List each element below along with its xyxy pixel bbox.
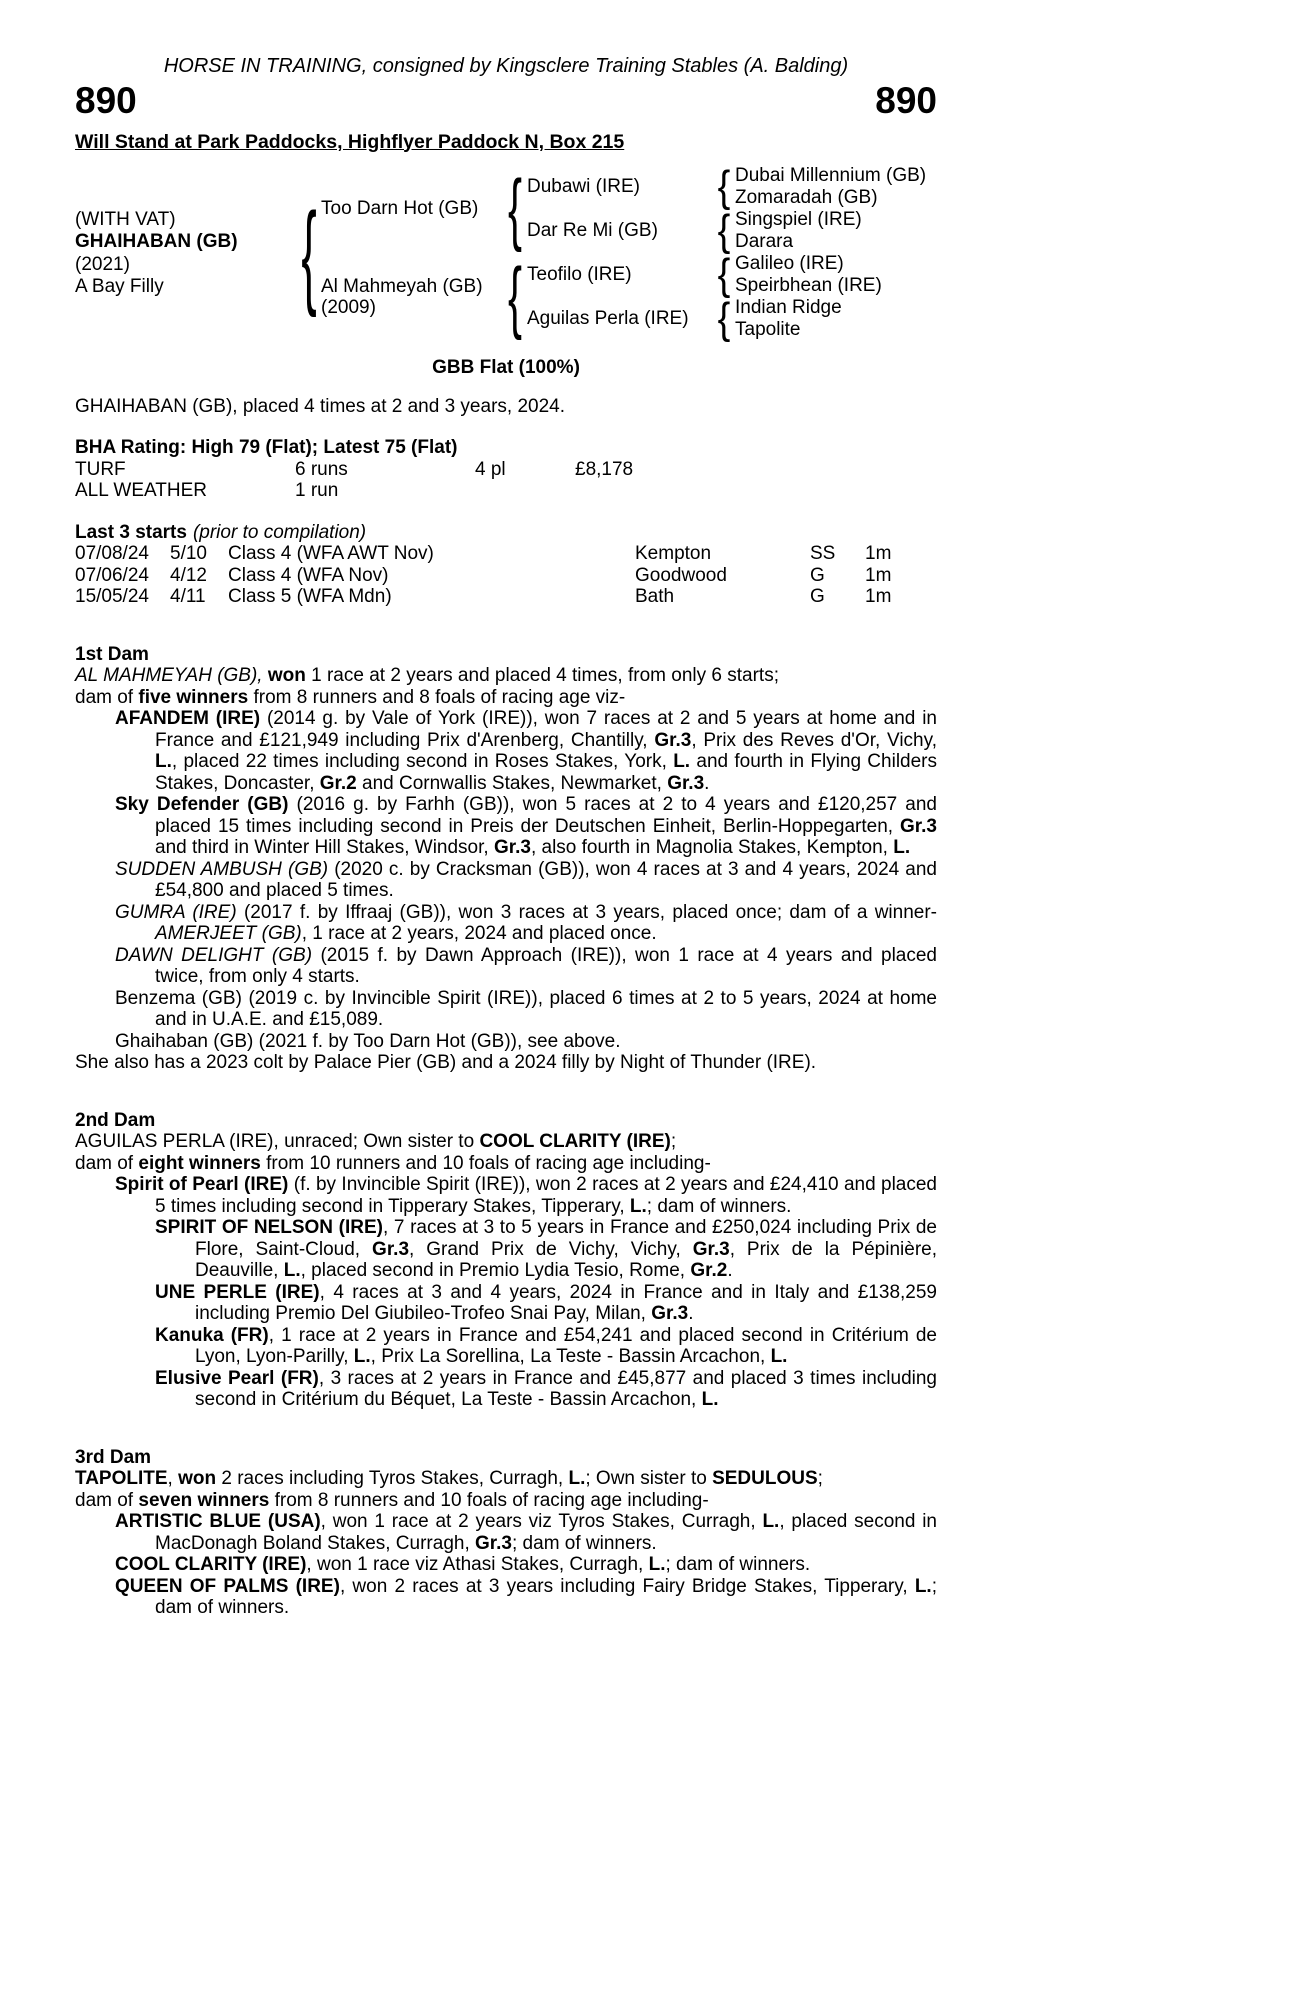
stand-location-line: Will Stand at Park Paddocks, Highflyer Paddock N, Box 215 (75, 130, 625, 153)
start-course: Bath (635, 586, 675, 607)
great-grandparent-name: Indian Ridge (735, 297, 842, 319)
grandparent-name: Aguilas Perla (IRE) (527, 308, 689, 330)
text-segment: COOL CLARITY (IRE) (115, 1554, 307, 1575)
text-segment: ; dam of winners. (665, 1554, 811, 1575)
text-segment: AGUILAS PERLA (IRE), unraced; Own sister to (75, 1131, 480, 1152)
text-segment: QUEEN OF PALMS (IRE) (115, 1575, 340, 1597)
consignor-line: HORSE IN TRAINING, consigned by Kingsclere Training Stables (A. Balding) (163, 55, 849, 77)
start-going: SS (810, 543, 836, 564)
lot-number-right: 890 (875, 79, 937, 121)
dam-paragraph (75, 859, 937, 902)
dam-name: Al Mahmeyah (GB) (321, 275, 483, 297)
grandparent-name: Dubawi (IRE) (527, 176, 640, 198)
dam-heading: 3rd Dam (75, 1446, 152, 1468)
dam-sections (75, 644, 937, 1619)
horse-name: GHAIHABAN (GB) (75, 231, 238, 252)
text-segment: , placed second in MacDonagh Boland Stakes, Curragh, (155, 1511, 937, 1554)
text-segment: (2014 g. by Vale of York (IRE)), won 7 races at 2 and 5 years at home and in France and £121,949 including Prix d'Arenberg, Chantilly, (155, 708, 937, 751)
dam-paragraph (75, 1490, 937, 1512)
text-segment: . (727, 1260, 733, 1281)
brace-glyph: { (717, 294, 731, 344)
last-starts-heading (75, 522, 937, 544)
text-segment: ; (670, 1131, 677, 1152)
rating-runs: 1 run (295, 480, 339, 501)
horse-description: A Bay Filly (75, 276, 164, 297)
text-segment: (2015 f. by Dawn Approach (IRE)), won 1 race at 4 years and placed twice, from only 4 starts. (155, 944, 937, 987)
dam-section (75, 1447, 937, 1619)
start-position: 4/11 (170, 586, 206, 607)
bha-rating-heading: BHA Rating: High 79 (Flat); Latest 75 (Flat) (75, 437, 458, 458)
dam-paragraph (75, 902, 937, 945)
text-segment: (f. by Invincible Spirit (IRE)), won 2 races at 2 years and £24,410 and placed 5 times including second in Tipperary Stakes, Tipperary, (155, 1174, 937, 1217)
dam-paragraph (75, 988, 937, 1031)
sire-name: Too Darn Hot (GB) (321, 198, 479, 220)
text-segment: Gr.3 (475, 1532, 512, 1554)
text-segment: Gr.3 (493, 837, 531, 858)
text-segment: AL MAHMEYAH (GB), (75, 665, 268, 686)
text-segment: from 10 runners and 10 foals of racing age including- (260, 1152, 711, 1174)
start-distance: 1m (865, 564, 892, 586)
text-segment: L. (283, 1260, 301, 1281)
gbb-eligibility-line: GBB Flat (100%) (432, 357, 580, 378)
dam-paragraph (75, 1282, 937, 1325)
text-segment: Gr.3 (900, 815, 937, 837)
dam-paragraph (75, 1052, 937, 1074)
rating-runs: 6 runs (295, 458, 348, 480)
text-segment: , 1 race at 2 years, 2024 and placed once. (301, 923, 657, 944)
text-segment: , won 1 race viz Athasi Stakes, Curragh, (306, 1554, 649, 1575)
text-segment: (2017 f. by Iffraaj (GB)), won 3 races at 3 years, placed once; dam of a winner- (236, 901, 938, 923)
grandparent-name: Teofilo (IRE) (527, 264, 632, 286)
brace-glyph: { (717, 162, 731, 212)
start-position: 4/12 (170, 564, 207, 586)
text-segment: , 4 races at 3 and 4 years, 2024 in France and in Italy and £138,259 including Premio Del Giubileo-Trofeo Snai Pay, Milan, (195, 1281, 937, 1324)
pedigree-brace-main (297, 165, 321, 341)
text-segment: L. (673, 751, 691, 772)
dam-paragraph (75, 1576, 937, 1619)
text-segment: Gr.3 (651, 1303, 689, 1324)
text-segment: from 8 runners and 10 foals of racing age including- (269, 1489, 709, 1511)
rating-placed (475, 480, 575, 502)
text-segment: ; Own sister to (585, 1468, 713, 1489)
vat-note: (WITH VAT) (75, 208, 176, 230)
pedigree-brace-gp4 (713, 294, 735, 344)
start-distance: 1m (865, 543, 892, 564)
text-segment: five winners (138, 686, 249, 708)
text-segment: won (178, 1468, 217, 1489)
rating-table (75, 459, 937, 502)
text-segment: L. (568, 1468, 586, 1489)
brace-glyph: { (717, 206, 731, 256)
text-segment: AMERJEET (GB) (155, 923, 302, 944)
text-segment: , Prix de la Pépinière, Deauville, (195, 1238, 937, 1281)
text-segment: ARTISTIC BLUE (USA) (115, 1511, 321, 1532)
text-segment: L. (701, 1389, 719, 1410)
text-segment: , won 1 race at 2 years viz Tyros Stakes, Curragh, (320, 1511, 763, 1532)
dam-section (75, 644, 937, 1074)
brace-glyph: { (507, 251, 523, 341)
great-grandparent-name: Dubai Millennium (GB) (735, 165, 927, 187)
start-course: Kempton (635, 543, 712, 564)
dam-paragraph (75, 1217, 937, 1282)
brace-glyph: { (301, 188, 317, 318)
text-segment: , 1 race at 2 years in France and £54,241 and placed second in Critérium de Lyon, Lyon-Parilly, (195, 1324, 937, 1367)
start-date: 15/05/24 (75, 586, 149, 607)
text-segment: and Cornwallis Stakes, Newmarket, (356, 772, 668, 794)
rating-placed: 4 pl (475, 458, 506, 480)
dam-paragraph (75, 1325, 937, 1368)
pedigree-brace-sire (503, 165, 527, 253)
brace-glyph: { (717, 250, 731, 300)
dam-paragraph (75, 794, 937, 859)
horse-year: (2021) (75, 253, 130, 275)
dam-paragraph (75, 1554, 937, 1576)
text-segment: ; (817, 1468, 823, 1489)
text-segment: L. (762, 1511, 780, 1532)
bha-rating-block (75, 437, 937, 502)
text-segment: ; dam of winners. (646, 1195, 792, 1217)
pedigree-brace-gp2 (713, 206, 735, 256)
text-segment: L. (770, 1346, 788, 1367)
grandparent-name: Dar Re Mi (GB) (527, 220, 658, 242)
text-segment: L. (648, 1554, 666, 1575)
text-segment: L. (893, 837, 911, 858)
text-segment: L. (629, 1195, 647, 1217)
text-segment: L. (353, 1346, 371, 1367)
start-position: 5/10 (170, 543, 207, 564)
text-segment: She also has a 2023 colt by Palace Pier (GB) and a 2024 filly by Night of Thunder (IRE). (75, 1052, 817, 1073)
pedigree-brace-gp3 (713, 250, 735, 300)
text-segment: Ghaihaban (GB) (2021 f. by Too Darn Hot (GB)), see above. (115, 1030, 621, 1052)
start-course: Goodwood (635, 564, 727, 586)
text-segment: Sky Defender (GB) (115, 794, 289, 815)
text-segment: Gr.3 (692, 1238, 730, 1260)
lot-number-left: 890 (75, 79, 137, 121)
text-segment: SPIRIT OF NELSON (IRE) (155, 1217, 383, 1238)
text-segment: Gr.3 (654, 729, 692, 751)
text-segment: , 7 races at 3 to 5 years in France and £250,024 including Prix de Flore, Saint-Cloud, (195, 1217, 938, 1260)
great-grandparent-name: Speirbhean (IRE) (735, 275, 882, 297)
text-segment: , placed second in Premio Lydia Tesio, Rome, (300, 1260, 691, 1281)
dam-paragraph (75, 1174, 937, 1217)
dam-paragraph (75, 687, 937, 709)
start-going: G (810, 586, 825, 607)
text-segment: UNE PERLE (IRE) (155, 1281, 320, 1303)
text-segment: Gr.3 (667, 772, 705, 794)
text-segment: and fourth in Flying Childers Stakes, Doncaster, (155, 751, 938, 794)
race-record-summary: GHAIHABAN (GB), placed 4 times at 2 and 3 years, 2024. (75, 395, 566, 417)
text-segment: SUDDEN AMBUSH (GB) (115, 858, 329, 880)
text-segment: , won 2 races at 3 years including Fairy Bridge Stakes, Tipperary, (339, 1575, 915, 1597)
great-grandparent-name: Tapolite (735, 319, 801, 341)
text-segment: dam of (75, 1489, 139, 1511)
text-segment: Elusive Pearl (FR) (155, 1367, 319, 1389)
text-segment: Gr.3 (372, 1238, 410, 1260)
dam-paragraph (75, 1368, 937, 1411)
text-segment: GUMRA (IRE) (115, 901, 237, 923)
horse-info (75, 165, 297, 341)
rating-surface: TURF (75, 458, 126, 480)
text-segment: TAPOLITE (75, 1468, 168, 1489)
pedigree-brace-gp1 (713, 162, 735, 212)
text-segment: AFANDEM (IRE) (115, 708, 261, 729)
text-segment: eight winners (138, 1152, 261, 1174)
rating-surface: ALL WEATHER (75, 480, 207, 501)
great-grandparent-name: Galileo (IRE) (735, 253, 844, 275)
dam-paragraph (75, 1131, 937, 1153)
dam-heading: 2nd Dam (75, 1109, 156, 1131)
start-class: Class 5 (WFA Mdn) (228, 586, 392, 607)
text-segment: ; dam of winners. (155, 1575, 937, 1618)
text-segment: ; dam of winners. (512, 1532, 657, 1554)
text-segment: , also fourth in Magnolia Stakes, Kempton, (530, 837, 894, 858)
start-date: 07/06/24 (75, 564, 149, 586)
text-segment: , Grand Prix de Vichy, Vichy, (409, 1238, 693, 1260)
dam-year: (2009) (321, 297, 376, 318)
text-segment: Benzema (GB) (2019 c. by Invincible Spirit (IRE)), placed 6 times at 2 to 5 years, 2024 at home and in U.A.E. and £15,089. (115, 987, 937, 1030)
start-date: 07/08/24 (75, 543, 149, 564)
starts-table (75, 543, 937, 608)
pedigree-tree (75, 162, 937, 344)
dam-paragraph (75, 665, 937, 687)
dam-paragraph (75, 1031, 937, 1053)
content-column (75, 56, 937, 1619)
text-segment: . (688, 1303, 694, 1324)
text-segment: , (167, 1468, 179, 1489)
dam-paragraph (75, 945, 937, 988)
text-segment: , 3 races at 2 years in France and £45,877 and placed 3 times including second in Critérium du Béquet, La Teste - Bassin Arcachon, (195, 1367, 937, 1410)
rating-earnings (575, 480, 937, 502)
text-segment: Spirit of Pearl (IRE) (115, 1174, 289, 1195)
start-class: Class 4 (WFA AWT Nov) (228, 543, 434, 564)
text-segment: , Prix des Reves d'Or, Vichy, (691, 729, 937, 751)
text-segment: seven winners (138, 1489, 270, 1511)
text-segment: dam of (75, 1152, 139, 1174)
great-grandparent-name: Zomaradah (GB) (735, 187, 878, 209)
text-segment: DAWN DELIGHT (GB) (115, 944, 313, 966)
brace-glyph: { (507, 163, 523, 253)
dam-paragraph (75, 708, 937, 794)
last-starts-heading-bold: Last 3 starts (75, 521, 187, 543)
text-segment: and third in Winter Hill Stakes, Windsor, (155, 837, 494, 858)
text-segment: , placed 22 times including second in Roses Stakes, York, (171, 751, 674, 772)
start-class: Class 4 (WFA Nov) (228, 564, 389, 586)
dam-block (321, 253, 503, 341)
start-going: G (810, 564, 825, 586)
text-segment: L. (914, 1575, 932, 1597)
last-starts-block (75, 522, 937, 608)
text-segment: 1 race at 2 years and placed 4 times, from only 6 starts; (305, 665, 779, 686)
text-segment: . (704, 772, 710, 794)
start-distance: 1m (865, 586, 892, 607)
dam-paragraph (75, 1468, 937, 1490)
text-segment: L. (155, 751, 172, 772)
dam-section (75, 1110, 937, 1411)
text-segment: , Prix La Sorellina, La Teste - Bassin Arcachon, (370, 1346, 771, 1367)
great-grandparent-name: Singspiel (IRE) (735, 209, 862, 231)
text-segment: 2 races including Tyros Stakes, Curragh, (216, 1468, 569, 1489)
text-segment: SEDULOUS (712, 1468, 818, 1489)
text-segment: Gr.2 (690, 1260, 728, 1281)
text-segment: (2016 g. by Farhh (GB)), won 5 races at 2 to 4 years and £120,257 and placed 15 times including second in Preis der Deutschen Einheit, Berlin-Hoppegarten, (155, 794, 937, 837)
lot-row (75, 79, 937, 121)
dam-paragraph (75, 1511, 937, 1554)
text-segment: Gr.2 (319, 772, 357, 794)
great-grandparent-name: Darara (735, 231, 794, 253)
last-starts-heading-note: (prior to compilation) (192, 521, 367, 543)
text-segment: Kanuka (FR) (155, 1324, 269, 1346)
text-segment: from 8 runners and 8 foals of racing age viz- (248, 686, 626, 708)
dam-heading: 1st Dam (75, 643, 149, 665)
text-segment: (2020 c. by Cracksman (GB)), won 4 races at 3 and 4 years, 2024 and £54,800 and placed 5 times. (155, 858, 937, 901)
text-segment: won (267, 665, 306, 686)
rating-earnings: £8,178 (575, 458, 634, 480)
dam-paragraph (75, 1153, 937, 1175)
text-segment: COOL CLARITY (IRE) (479, 1131, 671, 1152)
text-segment: dam of (75, 686, 139, 708)
pedigree-brace-dam (503, 253, 527, 341)
